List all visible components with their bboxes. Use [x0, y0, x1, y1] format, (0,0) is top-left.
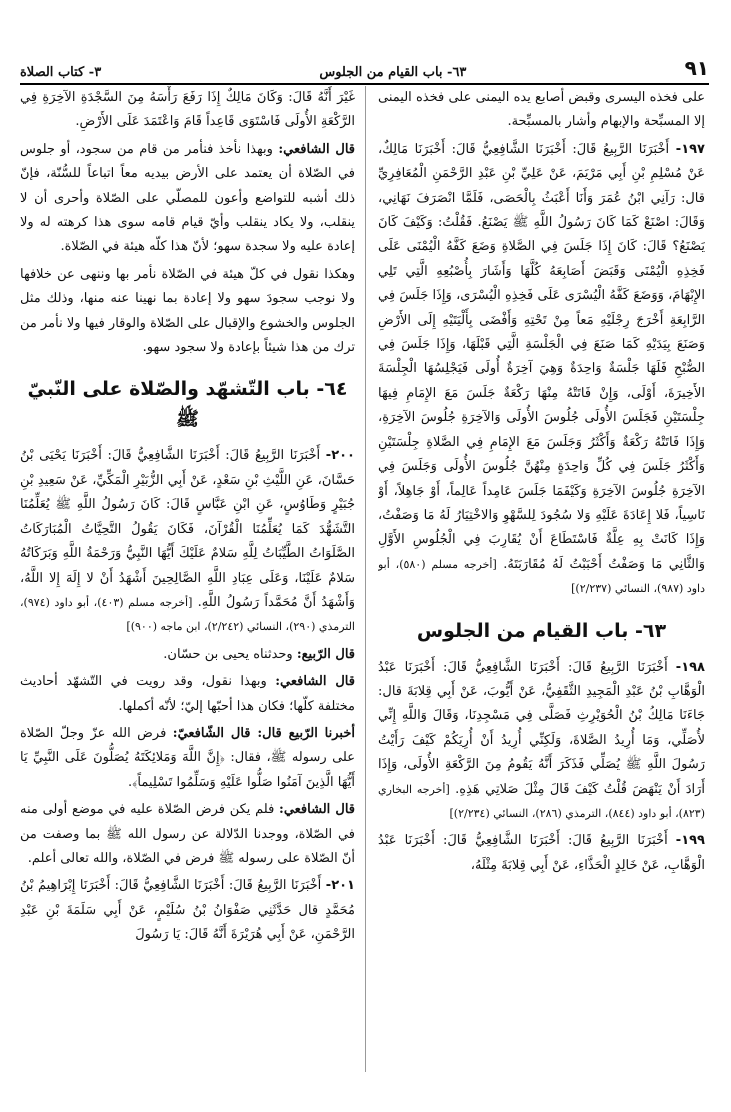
hadith-paragraph [20, 444, 355, 639]
body-paragraph [20, 86, 355, 135]
hadith-number: ١٩٧- [675, 141, 705, 157]
speaker-label: قال الشافعي: [278, 141, 355, 157]
hadith-number: ٢٠١- [325, 878, 355, 894]
page-header [20, 56, 709, 85]
body-paragraph [20, 670, 355, 719]
speaker-label: قال الرّبيع: [296, 646, 355, 662]
section-heading: ٦٣- باب القيام من الجلوس [416, 619, 667, 642]
body-paragraph [20, 138, 355, 260]
body-paragraph [20, 798, 355, 871]
hadith-paragraph [20, 874, 355, 947]
paragraph-text: وبهذا نأخذ فنأمر من قام من سجود، أو جلوس في الصّلاة أن يعتمد على الأرض بيديه معاً اتباعاً للسُّنّة، فإنّ ذلك أشبه للتواضع وأعون للمصلّي على الصّلاة وأحرى أن لا ينقلب، ولا يكاد ينقلب وأيّ قيام قامه سوى هذا كرهته له ولا إعادة عليه ولا سجدة سهو؛ لأنّ هذا كلّه هيئة في الصّلاة. [20, 141, 355, 255]
hadith-reference: [أخرجه البخاري (٨٢٣)، أبو داود (٨٤٤)، الترمذي (٢٨٦)، النسائي (٢/٢٣٤)] [378, 782, 705, 820]
hadith-number: ٢٠٠- [325, 448, 355, 464]
column-divider [365, 86, 366, 1072]
hadith-text: أَخْبَرَنَا الرَّبِيعُ قَالَ: أَخْبَرَنَا الشَّافِعِيُّ قَالَ: أَخْبَرَنَا مَالِكٌ، عَنْ مُسْلِمِ بْنِ أَبِي مَرْيَمَ، عَنْ عَلِيِّ بْنِ عَبْدِ الرَّحْمَنِ الْمُعَافِرِيِّ قال: رَآنِي ابْنُ عُمَرَ وَأَنَا أَعْبَثُ بِالْحَصَى، فَلَمَّا انْصَرَفَ نَهَانِي، وَقَالَ: اصْنَعْ كَمَا كَانَ رَسُولُ اللَّهِ ﷺ يَصْنَعُ. فَقُلْتُ: وَكَيْفَ كَانَ يَصْنَعُ؟ قَالَ: كَانَ إِذَا جَلَسَ فِي الصَّلاةِ وَضَعَ كَفَّهُ الْيُمْنَى عَلَى فَخِذِهِ الْيُمْنَى وَقَبَضَ أَصَابِعَهُ كُلَّهَا وَأَشَارَ بِأُصْبُعِهِ الَّتِي تَلِي الإِبْهَامَ، وَوَضَعَ كَفَّهُ الْيُسْرَى عَلَى فَخِذِهِ الْيُسْرَى، وَإِذَا جَلَسَ فِي الرَّابِعَةِ أَخْرَجَ رِجْلَيْهِ مَعاً مِنْ تَحْتِهِ وَأَفْضَى بِأَلْيَتَيْهِ إِلَى الأَرْضِ وَصَنَعَ بِيَدَيْهِ كَمَا صَنَعَ فِي الْجَلْسَةِ الَّتِي قَبْلَهَا، وَإِذَا جَلَسَ فِي الصُّبْحِ فَلَهَا جَلْسَةٌ وَاحِدَةٌ وَهِيَ آخِرَةٌ أُولَى فَيَجْلِسُهَا الْجِلْسَةَ الأَخِيرَةَ، أَوْلَى، وَإِنْ فَاتَتْهُ مِنْهَا رَكْعَةٌ جَلَسَ مَعَ الإِمَامِ فِيهَا جِلْسَتَيْنِ فَجَلَسَ الأُولَى جُلُوسَ الأُولَى وَالآخِرَةِ جُلُوسَ الآخِرَةِ، وَإِذَا فَاتَتْهُ رَكْعَةٌ وَأَكْثَرُ وَجَلَسَ مَعَ الإِمَامِ فِي الصَّلاةِ جِلْسَتَيْنِ وَأَكْثَرُ جَلَسَ فِي كُلِّ وَاحِدَةٍ مِنْهُنَّ جُلُوسَ الأُولَى وَجَلَسَ فِي الآخِرَةِ جُلُوسَ الآخِرَةِ وَكَيْفَمَا جَلَسَ عَامِداً عَالِماً، أَوْ جَاهِلاً، أَوْ نَاسِياً، فَلا إِعَادَةَ عَلَيْهِ وَلا سُجُودَ لِلسَّهْوِ وَالاخْتِيَارُ لَهُ مَا وَصَفْتُ، وَإِذَا كَانَتْ بِهِ عِلَّةٌ فَاسْتَطَاعَ أَنْ يُقَارِبَ فِي الْجُلُوسِ الأَوَّلِ وَالثَّانِي مَا وَصَفْتُ أَحْبَبْتُ لَهُ مُقَارَبَتَهُ. [378, 141, 705, 572]
hadith-number: ١٩٨- [675, 659, 705, 675]
body-paragraph [378, 86, 705, 135]
hadith-text: أَخْبَرَنَا الرَّبِيعُ قَالَ: أَخْبَرَنَا الشَّافِعِيُّ قَالَ: أَخْبَرَنَا إِبْرَاهِيمُ بْنُ مُحَمَّدٍ قال حَدَّثَنِي صَفْوَانُ بْنُ سُلَيْمٍ، عَنْ أَبِي سَلَمَةَ بْنِ عَبْدِ الرَّحْمَنِ، عَنْ أَبِي هُرَيْرَةَ أَنَّهُ قَالَ: يَا رَسُولَ [20, 878, 355, 943]
paragraph-text: وهكذا نقول في كلّ هيئة في الصّلاة نأمر بها وننهى عن خلافها ولا نوجب سجودَ سهو ولا إعادة بما نهينا عنه منها، وذلك مثل الجلوس والخشوع والإقبال على الصّلاة والوقار فيها ولا نأمر من ترك من هذا شيئاً بإعادة ولا سجود سهو. [20, 266, 355, 356]
book-title: ٣- كتاب الصلاة [20, 65, 102, 80]
hadith-text: أَخْبَرَنَا الرَّبِيعُ قَالَ: أَخْبَرَنَا الشَّافِعِيُّ قَالَ: أَخْبَرَنَا عَبْدُ الْوَهَّابِ، عَنْ خَالِدٍ الْحَذَّاءِ، عَنْ أَبِي قِلابَةَ مِثْلَهُ، [378, 833, 705, 873]
body-paragraph [20, 263, 355, 361]
hadith-text: أَخْبَرَنَا الرَّبِيعُ قَالَ: أَخْبَرَنَا الشَّافِعِيُّ قَالَ: أَخْبَرَنَا يَحْيَى بْنُ حَسَّانَ، عَنِ اللَّيْثِ بْنِ سَعْدٍ، عَنْ أَبِي الزُّبَيْرِ الْمَكِّيِّ، عَنْ سَعِيدِ بْنِ جُبَيْرٍ وَطَاوُسٍ، عَنِ ابْنِ عَبَّاسٍ قَالَ: كَانَ رَسُولُ اللَّهِ ﷺ يُعَلِّمُنَا التَّشَهُّدَ كَمَا يُعَلِّمُنَا الْقُرْآنَ، فَكَانَ يَقُولُ التَّحِيَّاتُ الْمُبَارَكَاتُ الصَّلَوَاتُ الطَّيِّبَاتُ لِلَّهِ سَلامٌ عَلَيْكَ أَيُّهَا النَّبِيُّ وَرَحْمَةُ اللَّهِ وَبَرَكَاتُهُ سَلامٌ عَلَيْنَا، وَعَلَى عِبَادِ اللَّهِ الصَّالِحِينَ أَشْهَدُ أَنْ لا إِلَهَ إِلا اللَّهُ، وَأَشْهَدُ أَنَّ مُحَمَّداً رَسُولُ اللَّهِ. [20, 448, 355, 610]
hadith-paragraph [378, 829, 705, 878]
paragraph-text: على فخذه اليسرى وقبض أصابع يده اليمنى على فخذه اليمنى إلا المسبِّحة والإبهام وأشار بالمسبِّحة. [378, 90, 705, 130]
hadith-reference: [أخرجه مسلم (٥٨٠)، أبو داود (٩٨٧)، النسائي (٢/٢٣٧)] [378, 557, 705, 596]
section-heading: ٦٤- باب التّشهّد والصّلاة على النّبيّ ﷺ [27, 378, 348, 431]
hadith-paragraph [378, 656, 705, 827]
speaker-label: قال الشافعي: [279, 802, 355, 818]
paragraph-text: غَيْرَ أَنَّهُ قَالَ: وَكَانَ مَالِكٌ إِذَا رَفَعَ رَأْسَهُ مِنَ السَّجْدَةِ الآخِرَةِ فِي الرَّكْعَةِ الأُولَى فَاسْتَوَى قَاعِداً قَامَ وَاعْتَمَدَ عَلَى الأَرْضِ. [20, 90, 355, 130]
speaker-label: أخبرنا الرّبيع قال: قال الشّافعيّ: [172, 725, 355, 741]
paragraph-text: فرض الله عزّ وجلّ الصّلاة على رسوله ﷺ، فقال: ﴿إِنَّ اللَّهَ وَمَلائِكَتَهُ يُصَلُّونَ عَلَى النَّبِيِّ يَا أَيُّهَا الَّذِينَ آمَنُوا صَلُّوا عَلَيْهِ وَسَلِّمُوا تَسْلِيماً﴾. [20, 725, 355, 790]
paragraph-text: فلم يكن فرض الصّلاة عليه في موضع أولى منه في الصّلاة، ووجدنا الدّلالة عن رسول الله ﷺ بما وصفت من أنّ الصّلاة على رسوله ﷺ فرض في الصّلاة، والله تعالى أعلم. [20, 802, 355, 866]
speaker-label: قال الشافعي: [275, 674, 355, 690]
body-paragraph [20, 643, 355, 667]
right-column [378, 86, 705, 1102]
hadith-text: أَخْبَرَنَا الرَّبِيعُ قَالَ: أَخْبَرَنَا الشَّافِعِيُّ قَالَ: أَخْبَرَنَا عَبْدُ الْوَهَّابِ بْنُ عَبْدِ الْمَجِيدِ الثَّقَفِيُّ، عَنْ أَيُّوبَ، عَنْ أَبِي قِلابَةَ قال: جَاءَنَا مَالِكُ بْنُ الْحُوَيْرِثِ فَصَلَّى فِي مَسْجِدِنَا، وَقَالَ وَاللَّهِ إِنِّي لأُصَلِّي، وَمَا أُرِيدُ الصَّلاةَ، وَلَكِنِّي أُرِيدُ أَنْ أُرِيَكُمْ كَيْفَ رَأَيْتُ رَسُولَ اللَّهِ ﷺ يُصَلِّي فَذَكَرَ أَنَّهُ يَقُومُ مِنَ الرَّكْعَةِ الأُولَى، وَإِذَا أَرَادَ أَنْ يَنْهَضَ قُلْتُ كَيْفَ قَالَ مِثْلَ صَلاتِي هَذِهِ. [378, 659, 705, 797]
hadith-paragraph [378, 138, 705, 602]
page-number: ٩١ [684, 56, 709, 80]
paragraph-text: وحدثناه يحيى بن حسّان. [163, 646, 293, 662]
left-column [20, 86, 355, 1102]
body-paragraph [20, 722, 355, 795]
hadith-number: ١٩٩- [675, 833, 705, 849]
chapter-title: ٦٣- باب القيام من الجلوس [319, 65, 467, 80]
hadith-reference: [أخرجه مسلم (٤٠٣)، أبو داود (٩٧٤)، الترمذي (٢٩٠)، النسائي (٢/٢٤٢)، ابن ماجه (٩٠٠)] [20, 595, 355, 634]
paragraph-text: وبهذا نقول، وقد رويت في التّشهّد أحاديث مختلفة كلّها؛ فكان هذا أحبّها إليّ؛ لأنّه أكملها. [20, 674, 355, 714]
